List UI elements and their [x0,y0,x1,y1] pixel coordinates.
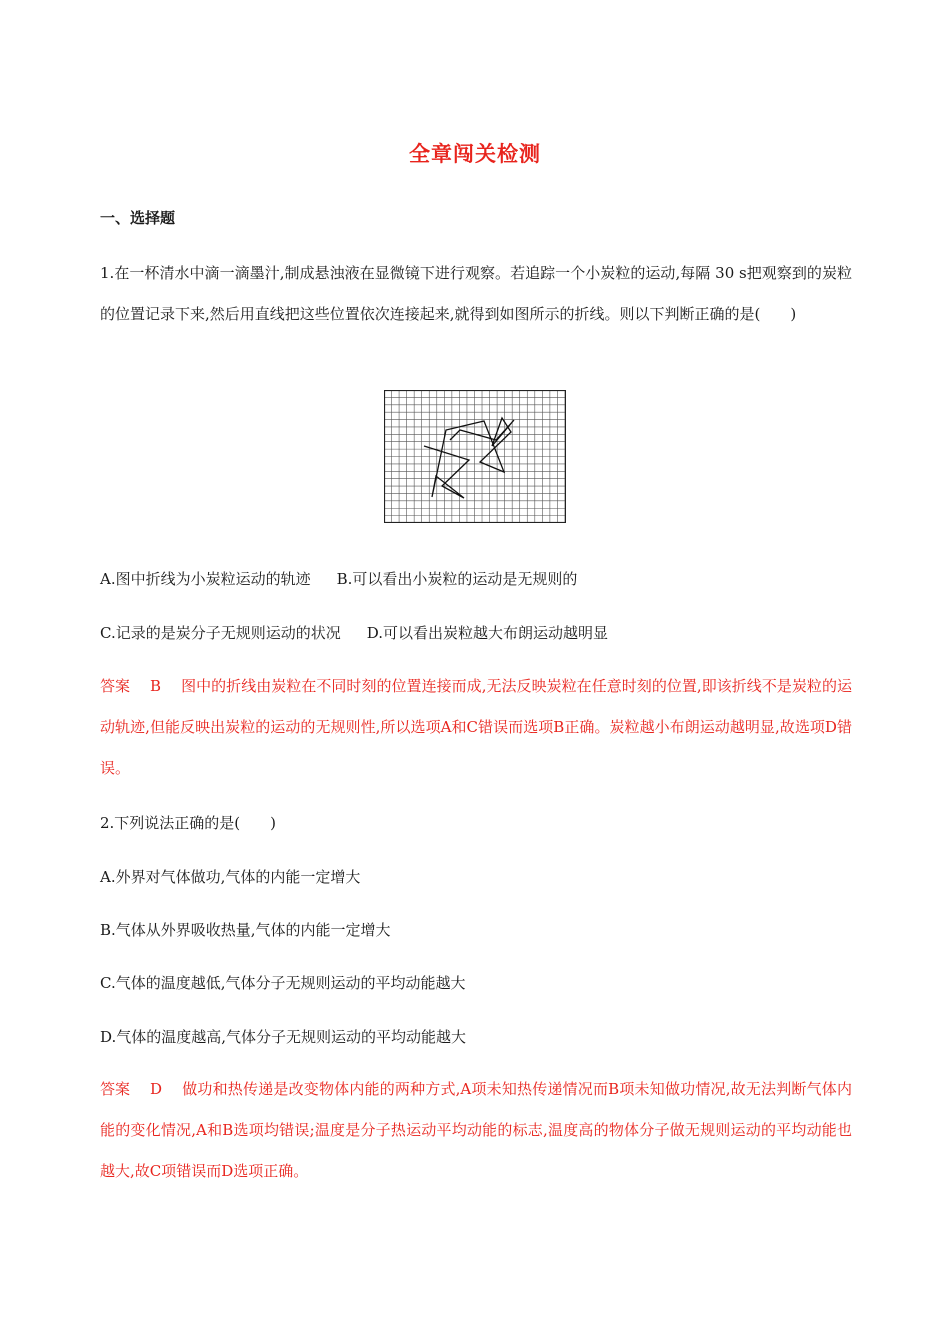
answer-key: D [150,1080,163,1098]
answer-explanation: 做功和热传递是改变物体内能的两种方式,A项未知热传递情况而B项未知做功情况,故无法判断气体内能的变化情况,A和B选项均错误;温度是分子热运动平均动能的标志,温度高的物体分子做无规则运动的平均动能也越大,故C项错误而D选项正确。 [100,1080,852,1180]
section-heading: 一、选择题 [100,209,176,227]
question-1-options-row-1 [100,568,577,590]
question-1-stem: 1.在一杯清水中滴一滴墨汁,制成悬浊液在显微镜下进行观察。若追踪一个小炭粒的运动,每隔 30 s把观察到的炭粒的位置记录下来,然后用直线把这些位置依次连接起来,就得到如图所示的折线。则以下判断正确的是( ) [100,264,852,323]
question-1-option-d: D.可以看出炭粒越大布朗运动越明显 [366,624,608,642]
answer-explanation: 图中的折线由炭粒在不同时刻的位置连接而成,无法反映炭粒在任意时刻的位置,即该折线不是炭粒的运动轨迹,但能反映出炭粒的运动的无规则性,所以选项A和C错误而选项B正确。炭粒越小布朗运动越明显,故选项D错误。 [100,677,852,777]
question-1-option-c: C.记录的是炭分子无规则运动的状况 [100,624,341,642]
figure-grid [384,390,566,523]
question-2-stem: 2.下列说法正确的是( ) [100,814,277,832]
question-2-answer [100,1069,852,1192]
question-2-option-b: B.气体从外界吸收热量,气体的内能一定增大 [100,921,391,939]
page-title: 全章闯关检测 [409,142,541,166]
question-2-option-a: A.外界对气体做功,气体的内能一定增大 [100,868,361,886]
question-2-option-c: C.气体的温度越低,气体分子无规则运动的平均动能越大 [100,974,466,992]
answer-key: B [150,677,162,695]
question-1-options-row-2 [100,622,608,644]
question-2-option-d: D.气体的温度越高,气体分子无规则运动的平均动能越大 [100,1028,467,1046]
answer-label: 答案 [100,1080,131,1098]
question-1-option-a: A.图中折线为小炭粒运动的轨迹 [100,570,311,588]
brownian-motion-figure [384,390,566,523]
answer-label: 答案 [100,677,131,695]
question-1-answer [100,666,852,789]
question-1-option-b: B.可以看出小炭粒的运动是无规则的 [336,570,578,588]
